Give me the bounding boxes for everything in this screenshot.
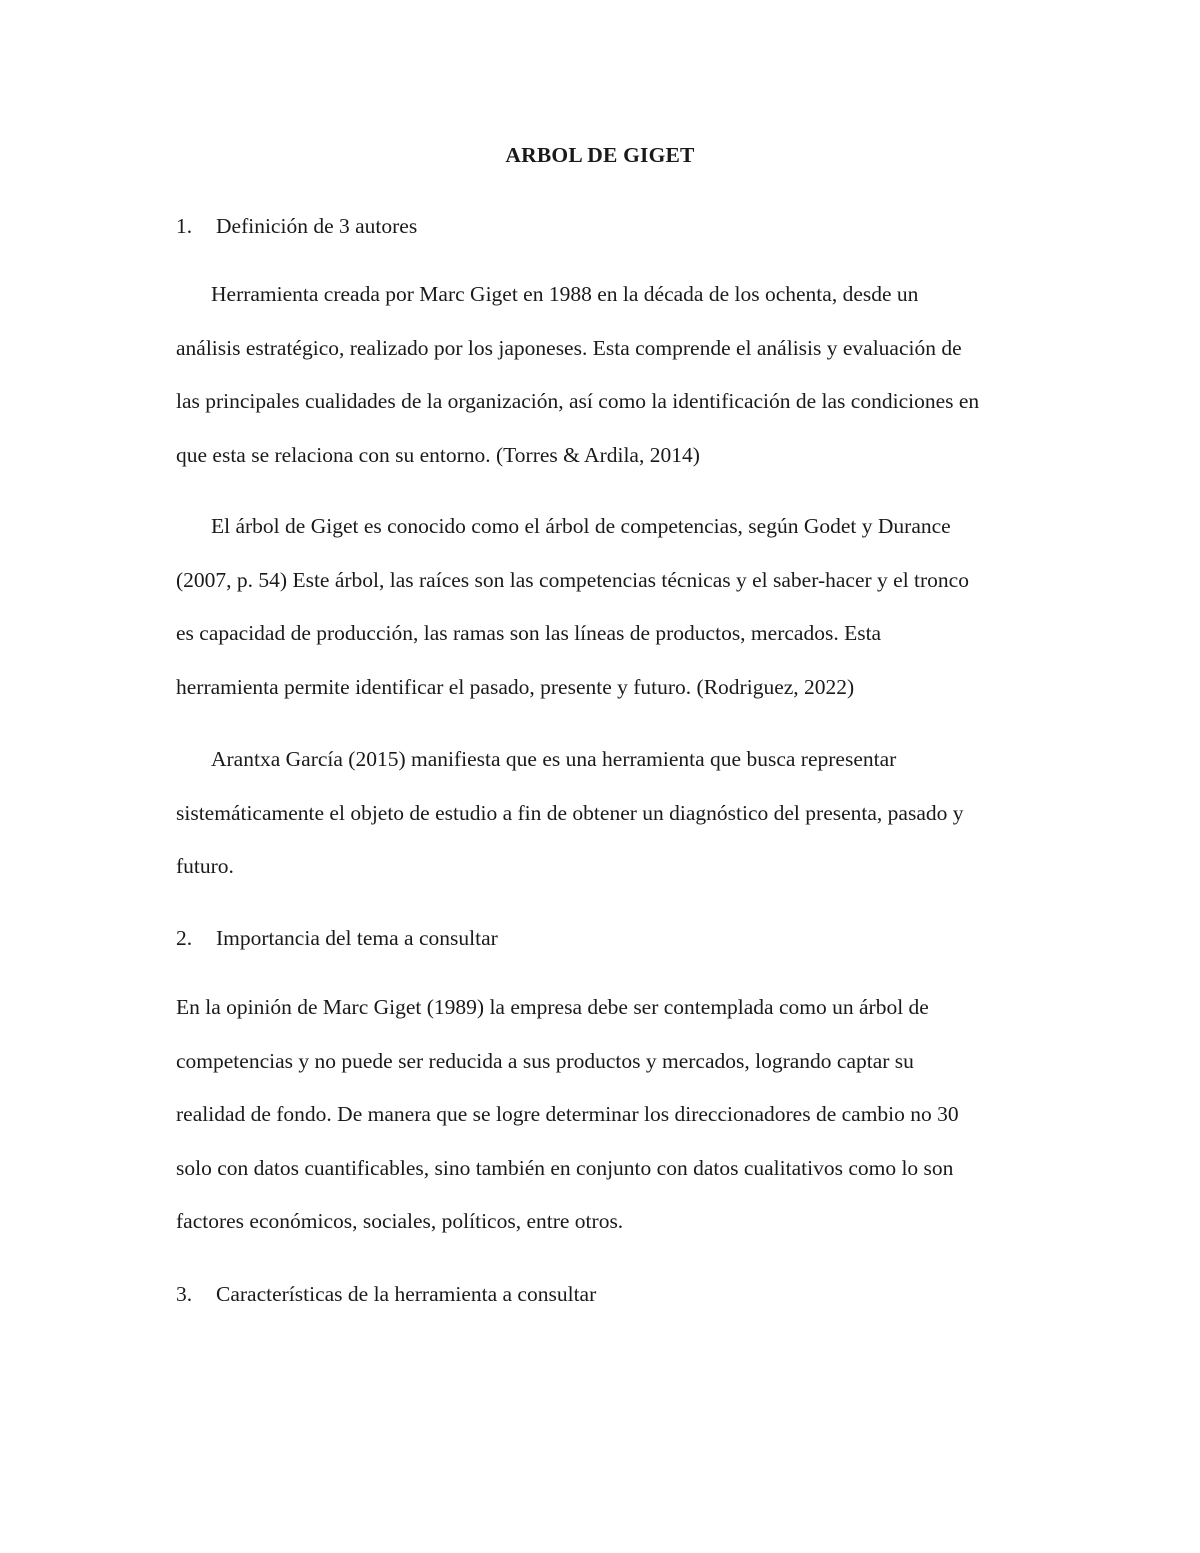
paragraph-arantxa-garcia (176, 733, 1076, 894)
paragraph-line: En la opinión de Marc Giget (1989) la empresa debe ser contemplada como un árbol de (176, 995, 929, 1019)
paragraph-line: solo con datos cuantificables, sino también en conjunto con datos cualitativos como lo son (176, 1155, 954, 1180)
paragraph-marc-giget (176, 981, 1076, 1249)
section-heading-2 (176, 924, 498, 952)
paragraph-line: (2007, p. 54) Este árbol, las raíces son las competencias técnicas y el saber-hacer y el tronco (176, 567, 969, 592)
section-heading-3 (176, 1280, 596, 1308)
paragraph-godet-durance (176, 500, 1076, 714)
document-title: ARBOL DE GIGET (505, 143, 695, 167)
section-heading-1 (176, 212, 417, 240)
section-heading-text: Características de la herramienta a consultar (216, 1282, 597, 1306)
paragraph-line: El árbol de Giget es conocido como el árbol de competencias, según Godet y Durance (211, 514, 951, 538)
paragraph-line: análisis estratégico, realizado por los japoneses. Esta comprende el análisis y evaluación de (176, 335, 962, 360)
paragraph-line: Arantxa García (2015) manifiesta que es una herramienta que busca representar (211, 747, 897, 771)
paragraph-line: factores económicos, sociales, políticos, entre otros. (176, 1209, 624, 1234)
section-heading-text: Definición de 3 autores (216, 214, 418, 238)
paragraph-torres-ardila (176, 268, 1076, 482)
section-number: 2. (176, 926, 193, 950)
paragraph-line: herramienta permite identificar el pasado, presente y futuro. (Rodriguez, 2022) (176, 674, 855, 699)
section-number: 1. (176, 214, 193, 238)
paragraph-line: realidad de fondo. De manera que se logre determinar los direccionadores de cambio no 30 (176, 1102, 959, 1127)
paragraph-line: las principales cualidades de la organización, así como la identificación de las condiciones en (176, 389, 980, 414)
section-number: 3. (176, 1282, 193, 1306)
section-heading-text: Importancia del tema a consultar (216, 926, 498, 950)
paragraph-line: es capacidad de producción, las ramas son las líneas de productos, mercados. Esta (176, 621, 882, 646)
paragraph-line: sistemáticamente el objeto de estudio a fin de obtener un diagnóstico del presenta, pasado y (176, 800, 964, 825)
paragraph-line: Herramienta creada por Marc Giget en 1988 en la década de los ochenta, desde un (211, 282, 919, 306)
paragraph-line: que esta se relaciona con su entorno. (Torres & Ardila, 2014) (176, 442, 700, 467)
paragraph-line: competencias y no puede ser reducida a sus productos y mercados, logrando captar su (176, 1048, 914, 1073)
paragraph-line: futuro. (176, 854, 234, 879)
